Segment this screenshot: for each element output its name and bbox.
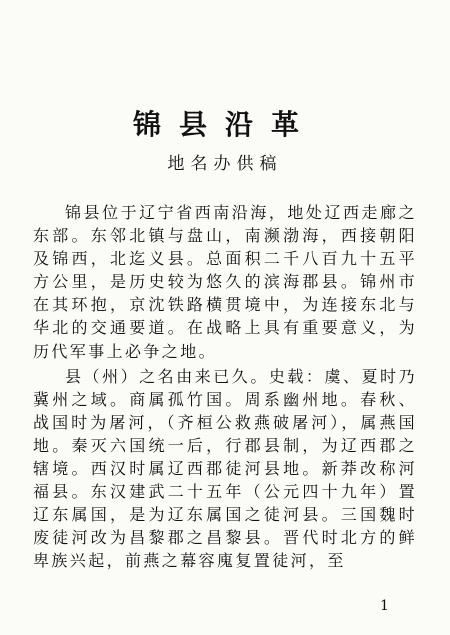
author-byline: 地名办供稿 xyxy=(167,154,283,174)
paragraph: 县（州）之名由来已久。史载：虞、夏时乃冀州之域。商属孤竹国。周系幽州地。春秋、战国时为屠河，（齐桓公救燕破屠河），属燕国地。秦灭六国统一后，行郡县制，为辽西郡之辖境。西汉时属辽西郡徒河县地。新莽改称河福县。东汉建武二十五年（公元四十九年）置辽东属国，是为辽东属国之徒河县。三国魏时废徒河改为昌黎郡之昌黎县。晋代时北方的鲜卑族兴起，前燕之幕容廆复置徒河，至 xyxy=(33,366,417,571)
page-number: 1 xyxy=(380,598,389,614)
paragraph: 锦县位于辽宁省西南沿海，地处辽西走廊之东部。东邻北镇与盘山，南濒渤海，西接朝阳及锦西，北迄义县。总面积二千八百九十五平方公里，是历史较为悠久的滨海郡县。锦州市在其环抱，京沈铁路横贯境中，为连接东北与华北的交通要道。在战略上具有重要意义，为历代军事上必争之地。 xyxy=(33,203,417,361)
page-title: 锦县沿革 xyxy=(132,108,317,141)
article-body xyxy=(33,201,417,573)
